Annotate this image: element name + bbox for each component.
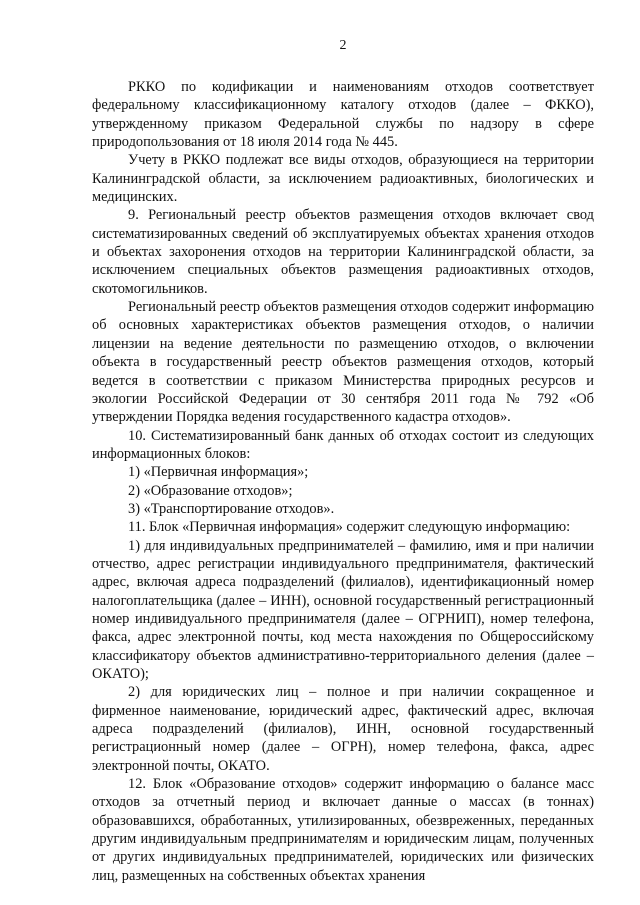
document-body xyxy=(92,78,594,885)
paragraph-registry-contents: Региональный реестр объектов размещения отходов содержит информацию об основных характеристиках объектов размещения отходов, о наличии лицензии на ведение деятельности по размещению отходов, о включении объекта в государственный реестр объектов размещения отходов, который ведется в соответствии с приказом Министерства природных ресурсов и экологии Российской Федерации от 30 сентября 2011 года № 792 «Об утверждении Порядка ведения государственного кадастра отходов». xyxy=(92,299,594,426)
list-item-2: 2) «Образование отходов»; xyxy=(128,482,293,499)
list-item-3: 3) «Транспортирование отходов». xyxy=(128,500,335,517)
paragraph-9: 9. Региональный реестр объектов размещения отходов включает свод систематизированных сведений об эксплуатируемых объектах хранения отходов и объектах захоронения отходов на территории Калининградской области, за исключением специальных объектов размещения радиоактивных отходов, скотомогильников. xyxy=(92,207,594,297)
paragraph-accounting: Учету в РККО подлежат все виды отходов, образующиеся на территории Калининградской области, за исключением радиоактивных, биологических и медицинских. xyxy=(92,152,594,206)
list-item-1: 1) «Первичная информация»; xyxy=(128,464,309,481)
paragraph-10: 10. Систематизированный банк данных об отходах состоит из следующих информационных блоков: xyxy=(92,427,594,462)
paragraph-11: 11. Блок «Первичная информация» содержит следующую информацию: xyxy=(128,519,571,536)
paragraph-12: 12. Блок «Образование отходов» содержит информацию о балансе масс отходов за отчетный период и включает данные о массах (в тоннах) образовавшихся, обработанных, утилизированных, обезвреженных, переданных другим индивидуальным предпринимателям и юридическим лицам, полученных от других индивидуальных предпринимателей, юридических или физических лиц, размещенных на собственных объектах хранения xyxy=(92,776,594,884)
paragraph-11-item-2: 2) для юридических лиц – полное и при наличии сокращенное и фирменное наименование, юридический адрес, фактический адрес, включая адреса подразделений (филиалов), ИНН, основной государственный регистрационный номер (далее – ОГРН), номер телефона, факса, адрес электронной почты, ОКАТО. xyxy=(92,684,594,774)
paragraph-11-item-1: 1) для индивидуальных предпринимателей – фамилию, имя и при наличии отчество, адрес регистрации индивидуального предпринимателя, фактический адрес, включая адреса подразделений (филиалов), идентификационный номер налогоплательщика (далее – ИНН), основной государственный регистрационный номер индивидуального предпринимателя (далее – ОГРНИП), номер телефона, факса, адрес электронной почты, код места нахождения по Общероссийскому классификатору объектов административно-территориального деления (далее – ОКАТО); xyxy=(92,537,594,682)
page-number: 2 xyxy=(339,38,347,53)
paragraph-fkko: РККО по кодификации и наименованиям отходов соответствует федеральному классификационному каталогу отходов (далее – ФККО), утвержденному приказом Федеральной службы по надзору в сфере природопользования от 18 июля 2014 года № 445. xyxy=(92,79,594,151)
